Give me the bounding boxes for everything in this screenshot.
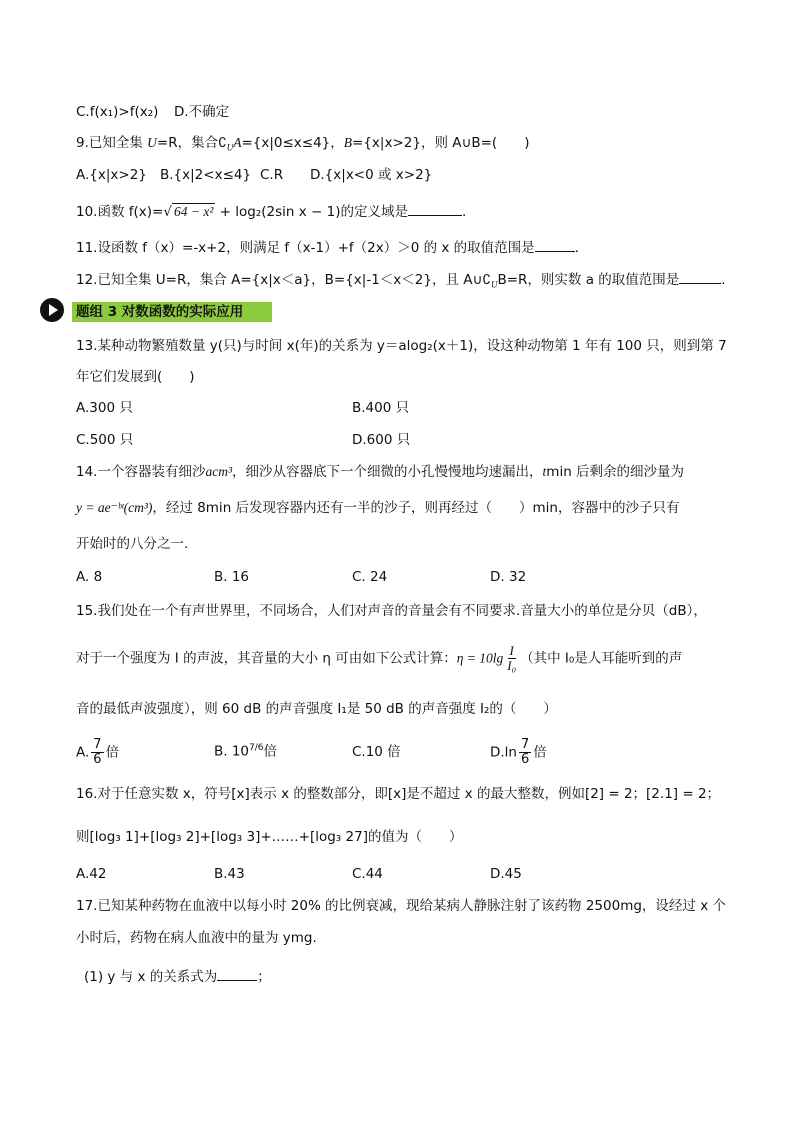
q15-option-b: B. $10^{7/6}$倍 (214, 743, 278, 760)
q15-stem-line2: 对于一个强度为 I 的声波，其音量的大小 η 可由如下公式计算：η = 10lg $\frac{I}{\text{I₀}}$ （其中 I₀是人耳能听到的声 (76, 643, 683, 673)
q16-stem-line2: 则[log₃ 1]+[log₃ 2]+[log₃ 3]+……+[log₃ 27]的值为（ ） (76, 829, 463, 845)
q13-option-a: A.300 只 (76, 400, 133, 416)
q12-stem: 12.已知全集 U=R，集合 A={x|x＜a}，B={x|-1＜x＜2}，且 $A\cup∁_UB=R$，则实数 a 的取值范围是 . (76, 272, 726, 290)
q16-option-c: C.44 (352, 866, 383, 882)
q13-option-c: C.500 只 (76, 432, 134, 448)
q10-stem: 10.函数 f(x)=√ 64 − x² + log₂(2sin x − 1)的定义域是 . (76, 204, 467, 220)
q8-option-d: D.不确定 (174, 104, 230, 120)
q11-answer-blank (535, 239, 575, 252)
q14-option-d: D. 32 (490, 569, 527, 585)
q9-option-b: B.{x|2<x≤4} (160, 167, 252, 183)
q15-option-d: D.ln $\frac{7}{6}$ 倍 (490, 737, 547, 767)
q14-option-b: B. 16 (214, 569, 250, 585)
q17-stem-line2: 小时后，药物在病人血液中的量为 ymg. (76, 930, 317, 946)
q9-stem: 9.已知全集 U=R，集合$∁_UA=\{x|0\le x\le 4\}$，B={x|x>2}，则 A∪B=( ) (76, 135, 530, 153)
q16-option-b: B.43 (214, 866, 245, 882)
q12-answer-blank (679, 271, 721, 284)
q14-option-a: A. 8 (76, 569, 103, 585)
q8-option-c: C.f(x₁)>f(x₂) (76, 104, 159, 120)
q13-option-b: B.400 只 (352, 400, 410, 416)
q17-stem-line1: 17.已知某种药物在血液中以每小时 20% 的比例衰减，现给某病人静脉注射了该药物 2500mg，设经过 x 个 (76, 898, 726, 914)
q14-stem-line2: y = ae⁻ᵇᵗ(cm³)，经过 8min 后发现容器内还有一半的沙子，则再经过（ ）min，容器中的沙子只有 (76, 500, 680, 516)
q17-answer-blank (217, 968, 257, 981)
q17-subquestion-1: (1) y 与 x 的关系式为 ； (84, 969, 271, 985)
q15-option-a: A. $\frac{7}{6}$ 倍 (76, 737, 120, 767)
q13-option-d: D.600 只 (352, 432, 411, 448)
q14-option-c: C. 24 (352, 569, 388, 585)
q13-stem-line2: 年它们发展到( ) (76, 369, 195, 385)
q15-stem-line1: 15.我们处在一个有声世界里，不同场合，人们对声音的音量会有不同要求.音量大小的单位是分贝（dB）， (76, 603, 707, 619)
q16-stem-line1: 16.对于任意实数 x，符号[x]表示 x 的整数部分，即[x]是不超过 x 的最大整数，例如[2] = 2；[2.1] = 2； (76, 786, 721, 802)
q15-option-c: C.10 倍 (352, 744, 401, 760)
section-header-label: 题组 3 对数函数的实际应用 (76, 304, 244, 320)
q13-stem-line1: 13.某种动物繁殖数量 y(只)与时间 x(年)的关系为 y＝alog₂(x＋1)，设这种动物第 1 年有 100 只，则到第 7 (76, 338, 727, 354)
q9-option-c: C.R (260, 167, 284, 183)
q9-option-a: A.{x|x>2} (76, 167, 147, 183)
q14-stem-line3: 开始时的八分之一. (76, 536, 189, 552)
q11-stem: 11.设函数 f（x）=-x+2，则满足 f（x-1）+f（2x）＞0 的 x 的取值范围是 . (76, 240, 579, 256)
q15-stem-line3: 音的最低声波强度），则 60 dB 的声音强度 I₁是 50 dB 的声音强度 I₂的（ ） (76, 701, 557, 717)
q16-option-a: A.42 (76, 866, 107, 882)
q14-stem-line1: 14.一个容器装有细沙acm³，细沙从容器底下一个细微的小孔慢慢地均速漏出，tmin 后剩余的细沙量为 (76, 464, 685, 480)
q10-answer-blank (408, 203, 462, 216)
arrow-right-icon (40, 298, 64, 322)
q9-option-d: D.{x|x<0 或 x>2} (310, 167, 433, 183)
q16-option-d: D.45 (490, 866, 522, 882)
